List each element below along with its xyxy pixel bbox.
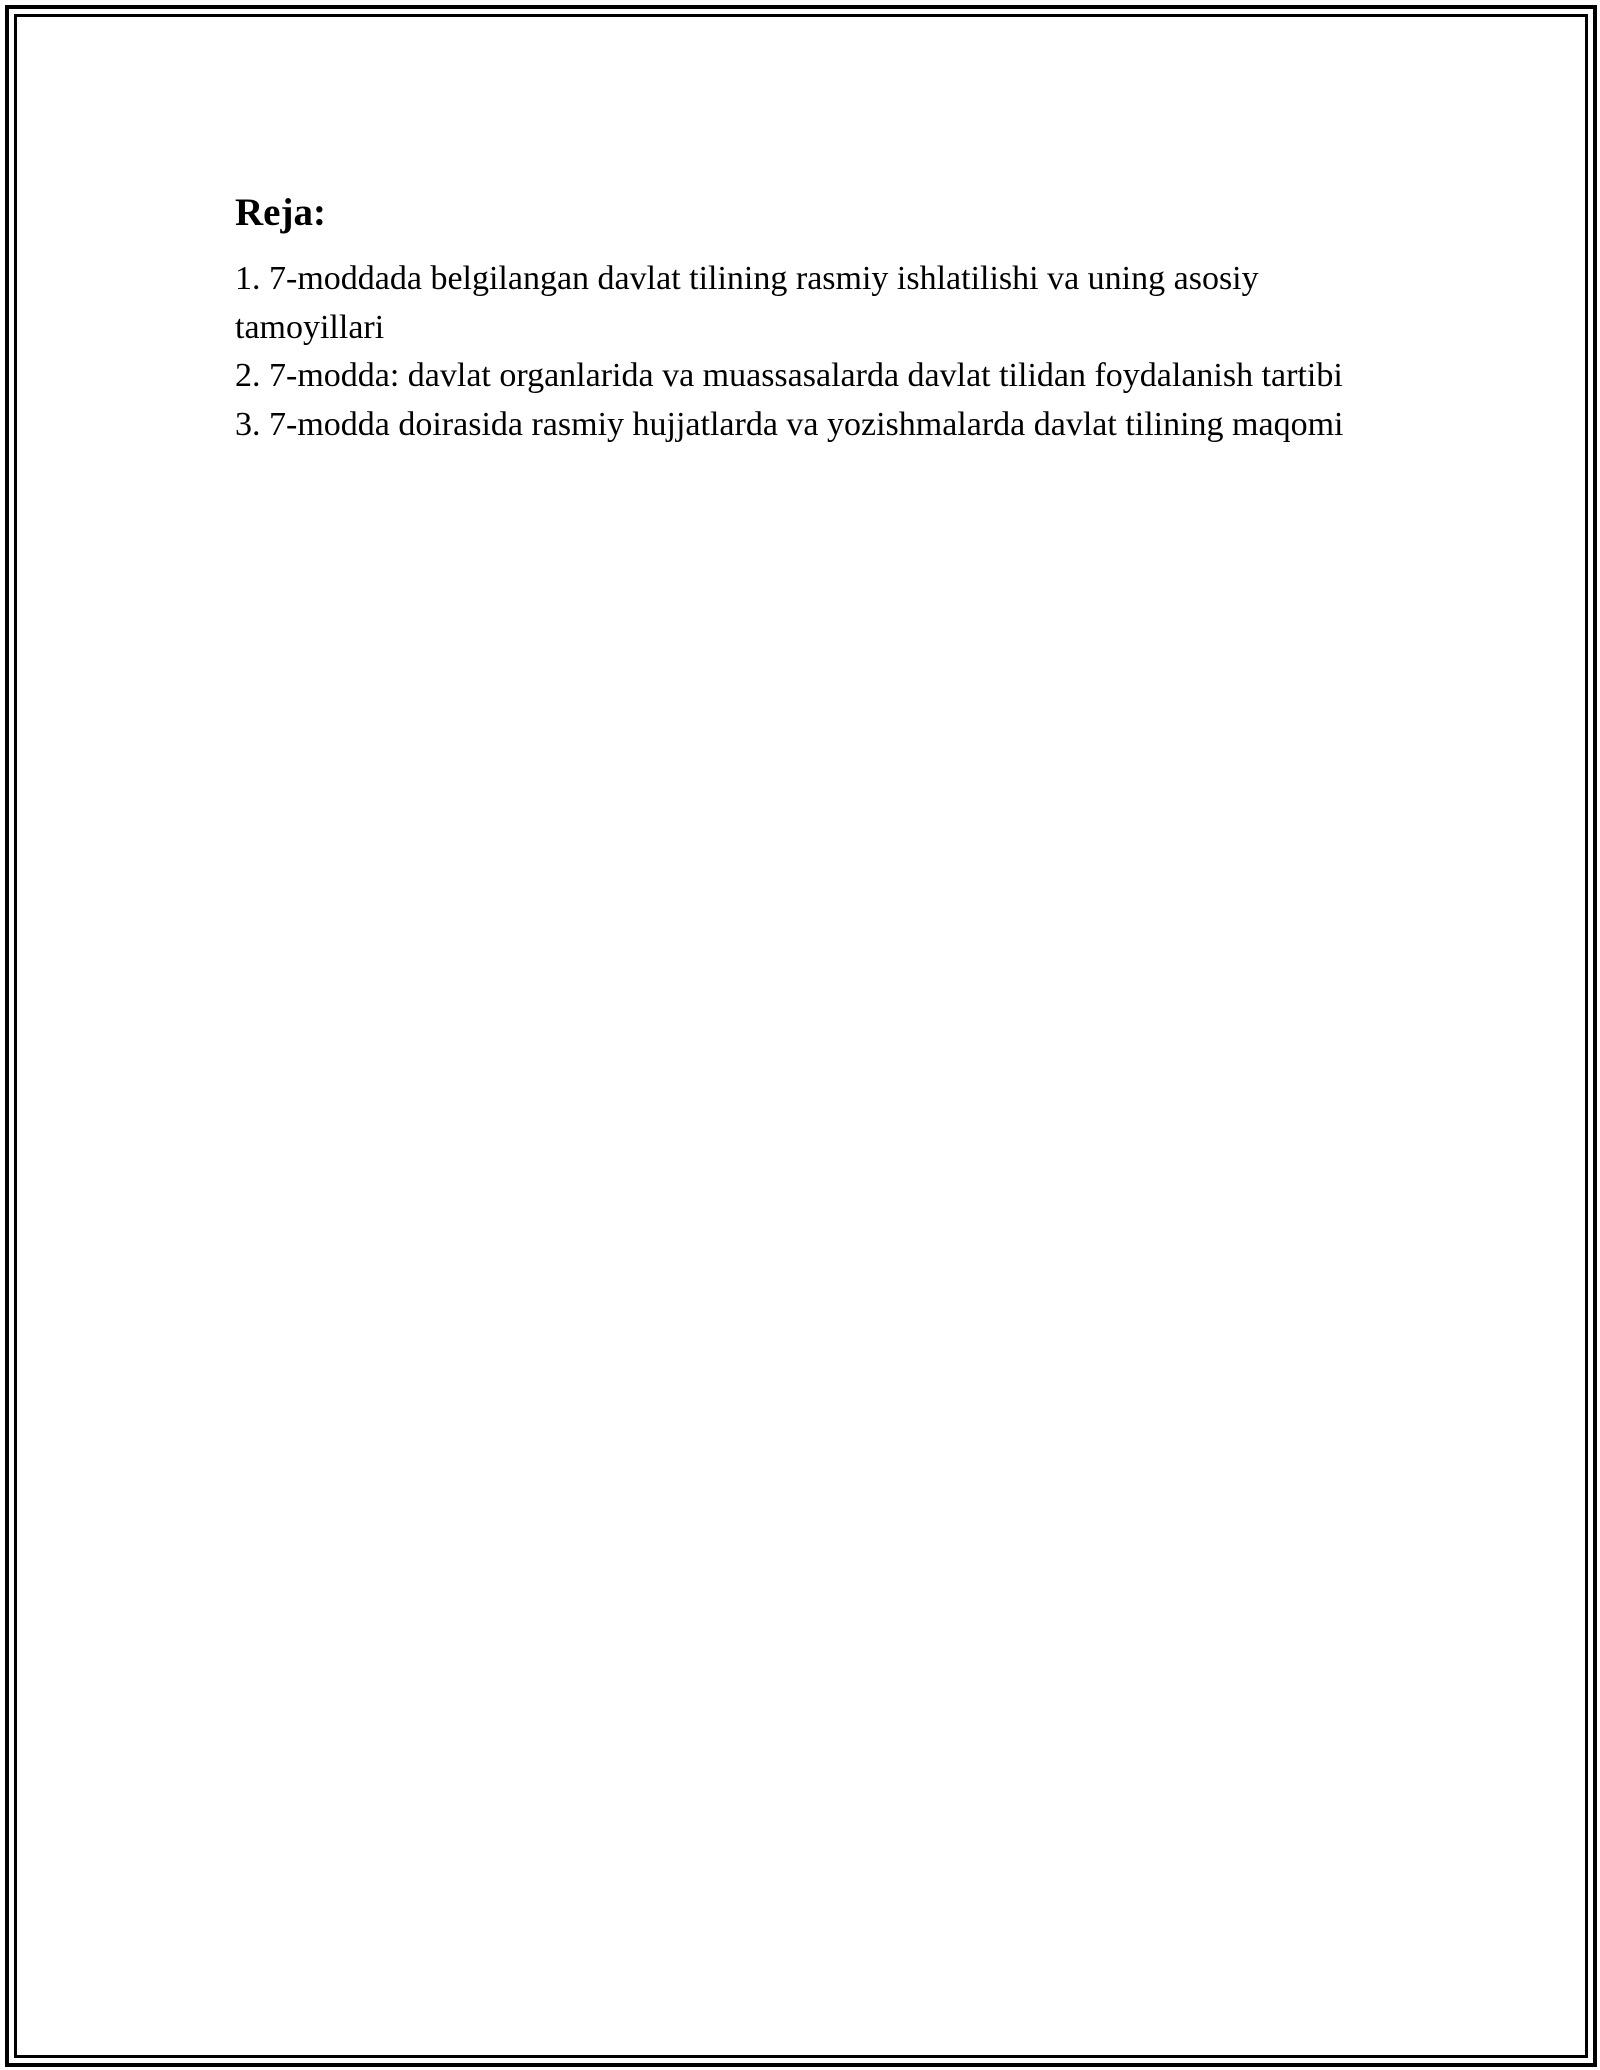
plan-list <box>235 255 1365 449</box>
plan-item-3: 3. 7-modda doirasida rasmiy hujjatlarda va yozishmalarda davlat tilining maqomi <box>235 405 1344 443</box>
plan-item-2: 2. 7-modda: davlat organlarida va muassasalarda davlat tilidan foydalanish tartibi <box>235 357 1343 394</box>
plan-item-1: 1. 7-moddada belgilangan davlat tilining rasmiy ishlatilishi va uning asosiy tamoyillari <box>235 260 1259 346</box>
page-title: Reja: <box>235 191 326 234</box>
document-body <box>235 185 1365 449</box>
